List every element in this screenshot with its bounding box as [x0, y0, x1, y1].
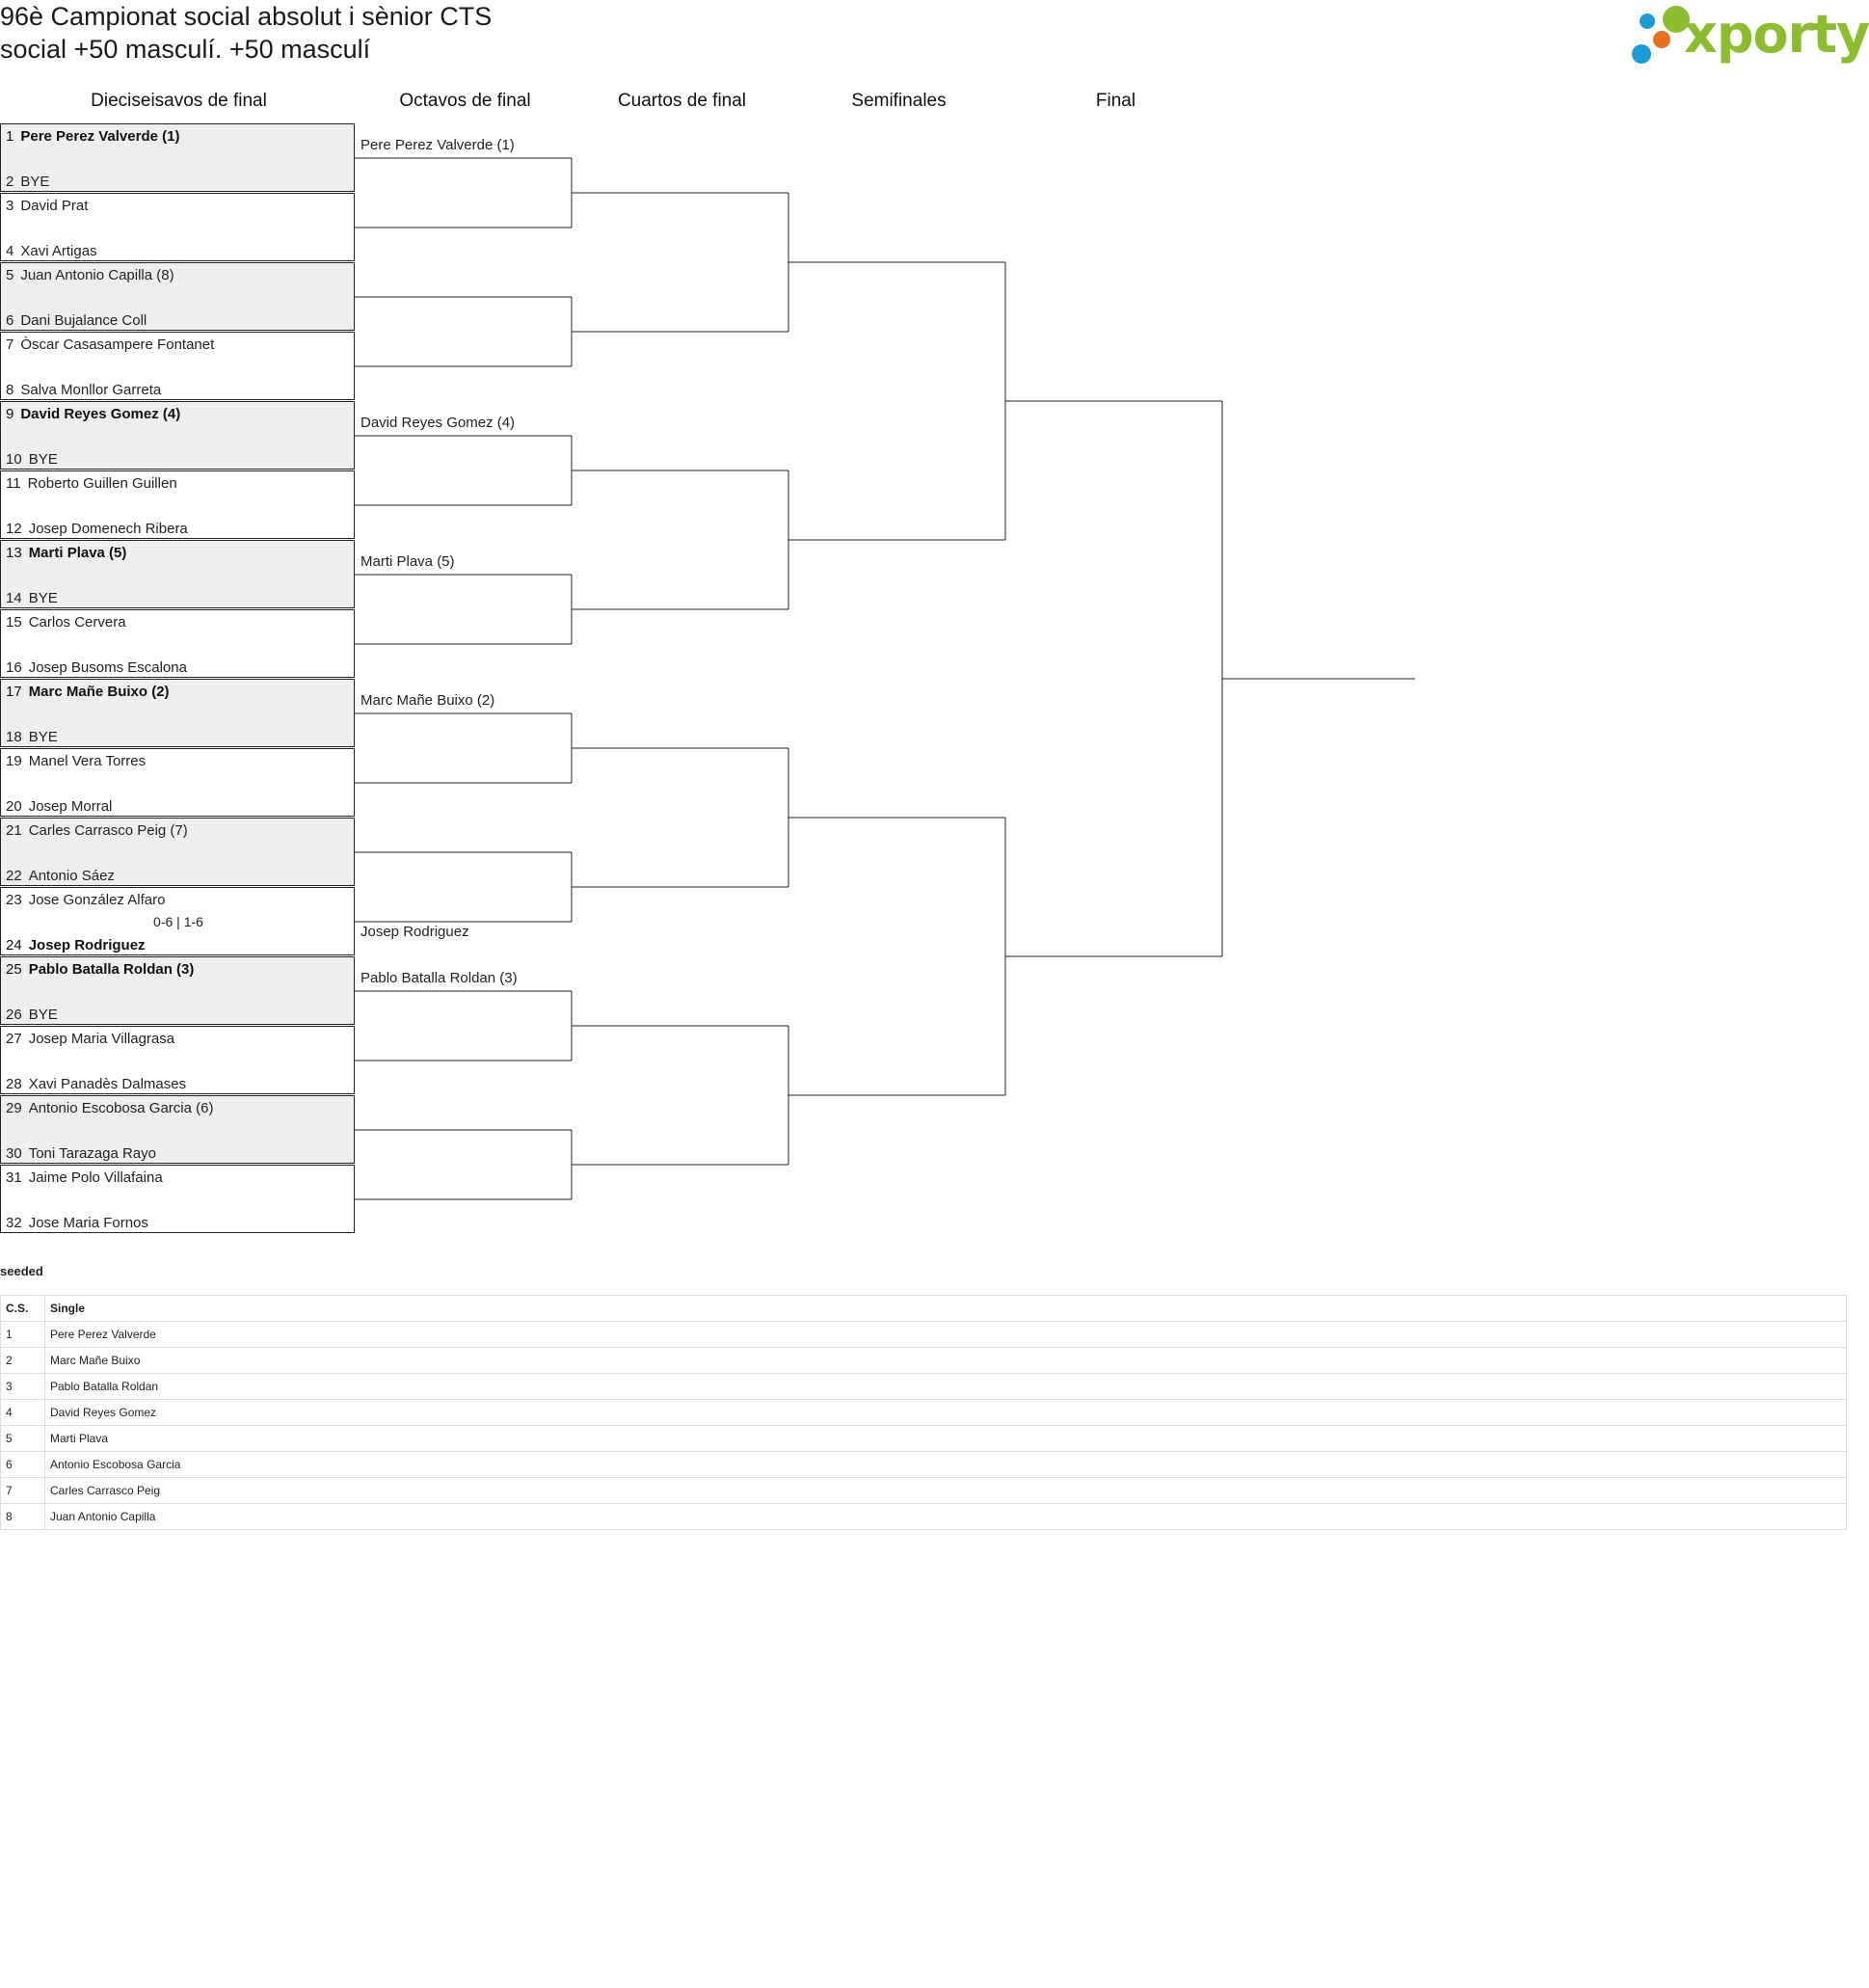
- seed-player-cell: David Reyes Gomez: [45, 1400, 1847, 1426]
- seeded-title: seeded: [0, 1264, 43, 1278]
- r2-player-name: Josep Rodriguez: [360, 924, 469, 940]
- player-name: Juan Antonio Capilla (8): [20, 267, 174, 283]
- player-name: David Prat: [20, 198, 89, 214]
- title-line-1: 96è Campionat social absolut i sènior CTS: [0, 2, 493, 31]
- draw-position: 6: [6, 312, 14, 329]
- draw-position: 21: [6, 822, 22, 839]
- player-name: BYE: [28, 729, 58, 745]
- draw-position: 1: [6, 128, 14, 145]
- r2-player-name: Pablo Batalla Roldan (3): [360, 970, 518, 986]
- draw-position: 7: [6, 336, 14, 353]
- table-row: [1, 1322, 1847, 1348]
- seeded-header-cs: C.S.: [1, 1296, 45, 1322]
- player-name: Josep Morral: [28, 798, 113, 815]
- draw-position: 29: [6, 1100, 22, 1116]
- logo-text: xporty: [1684, 4, 1869, 65]
- draw-position: 5: [6, 267, 14, 283]
- match-score: 0-6 | 1-6: [153, 914, 203, 929]
- draw-position: 25: [6, 961, 22, 978]
- player-name: Carlos Cervera: [28, 614, 126, 631]
- seed-number-cell: 2: [1, 1348, 45, 1374]
- table-row: [1, 1478, 1847, 1504]
- round-header-1: Dieciseisavos de final: [91, 91, 267, 111]
- draw-position: 4: [6, 243, 14, 259]
- draw-position: 10: [6, 451, 22, 468]
- round-header-2: Octavos de final: [399, 91, 531, 111]
- draw-position: 18: [6, 729, 22, 745]
- seed-player-cell: Carles Carrasco Peig: [45, 1478, 1847, 1504]
- draw-position: 19: [6, 753, 22, 769]
- seed-number-cell: 6: [1, 1452, 45, 1478]
- seed-player-cell: Pere Perez Valverde: [45, 1322, 1847, 1348]
- title-line-2: social +50 masculí. +50 masculí: [0, 35, 371, 64]
- r2-player-name: Marti Plava (5): [360, 553, 455, 570]
- draw-position: 24: [6, 937, 22, 954]
- player-name: Josep Busoms Escalona: [28, 659, 187, 676]
- r2-player-name: Marc Mañe Buixo (2): [360, 692, 495, 709]
- player-name: Jose Maria Fornos: [28, 1215, 148, 1231]
- draw-position: 13: [6, 545, 22, 561]
- player-name: BYE: [28, 1007, 58, 1023]
- seeded-header-single: Single: [45, 1296, 1847, 1322]
- draw-position: 8: [6, 382, 14, 398]
- seed-player-cell: Marti Plava: [45, 1426, 1847, 1452]
- player-name: Marc Mañe Buixo (2): [28, 684, 170, 700]
- seed-number-cell: 8: [1, 1504, 45, 1530]
- draw-position: 16: [6, 659, 22, 676]
- draw-position: 3: [6, 198, 14, 214]
- table-row: [1, 1504, 1847, 1530]
- table-row: [1, 1348, 1847, 1374]
- seed-number-cell: 7: [1, 1478, 45, 1504]
- draw-position: 31: [6, 1169, 22, 1186]
- table-row: [1, 1452, 1847, 1478]
- player-name: Pere Perez Valverde (1): [20, 128, 180, 145]
- draw-position: 30: [6, 1145, 22, 1162]
- player-name: Antonio Sáez: [28, 868, 115, 884]
- draw-position: 22: [6, 868, 22, 884]
- player-name: Òscar Casasampere Fontanet: [20, 336, 215, 353]
- player-name: Xavi Artigas: [20, 243, 97, 259]
- seeded-header-row: [1, 1296, 1847, 1322]
- player-name: Dani Bujalance Coll: [20, 312, 147, 329]
- r2-player-name: David Reyes Gomez (4): [360, 415, 516, 431]
- draw-position: 14: [6, 590, 22, 606]
- player-name: Manel Vera Torres: [28, 753, 147, 769]
- table-row: [1, 1426, 1847, 1452]
- player-name: Jose González Alfaro: [28, 892, 166, 908]
- draw-position: 15: [6, 614, 22, 631]
- seed-number-cell: 5: [1, 1426, 45, 1452]
- draw-position: 12: [6, 521, 22, 537]
- draw-position: 28: [6, 1076, 22, 1092]
- seed-number-cell: 1: [1, 1322, 45, 1348]
- seed-number-cell: 4: [1, 1400, 45, 1426]
- draw-position: 23: [6, 892, 22, 908]
- draw-position: 32: [6, 1215, 22, 1231]
- r2-player-name: Pere Perez Valverde (1): [360, 137, 515, 153]
- round-header-4: Semifinales: [851, 91, 947, 111]
- player-name: Josep Domenech Ribera: [28, 521, 188, 537]
- player-name: BYE: [28, 451, 58, 468]
- player-name: Antonio Escobosa Garcia (6): [28, 1100, 214, 1116]
- draw-position: 26: [6, 1007, 22, 1023]
- player-name: Josep Rodriguez: [28, 937, 146, 954]
- player-name: Marti Plava (5): [28, 545, 127, 561]
- seeded-table: [0, 1295, 1847, 1530]
- round-header-3: Cuartos de final: [617, 91, 747, 111]
- draw-position: 9: [6, 406, 14, 422]
- player-name: Toni Tarazaga Rayo: [28, 1145, 156, 1162]
- draw-position: 2: [6, 174, 14, 190]
- player-name: Roberto Guillen Guillen: [27, 475, 177, 492]
- seed-player-cell: Pablo Batalla Roldan: [45, 1374, 1847, 1400]
- table-row: [1, 1400, 1847, 1426]
- player-name: Carles Carrasco Peig (7): [28, 822, 188, 839]
- draw-position: 20: [6, 798, 22, 815]
- round-header-5: Final: [1095, 91, 1136, 111]
- player-name: BYE: [28, 590, 58, 606]
- player-name: BYE: [20, 174, 50, 190]
- draw-position: 11: [6, 475, 21, 492]
- draw-position: 17: [6, 684, 22, 700]
- seed-player-cell: Juan Antonio Capilla: [45, 1504, 1847, 1530]
- player-name: Jaime Polo Villafaina: [28, 1169, 163, 1186]
- player-name: Salva Monllor Garreta: [20, 382, 162, 398]
- seed-player-cell: Antonio Escobosa Garcia: [45, 1452, 1847, 1478]
- draw-position: 27: [6, 1031, 22, 1047]
- seed-player-cell: Marc Mañe Buixo: [45, 1348, 1847, 1374]
- player-name: Pablo Batalla Roldan (3): [28, 961, 195, 978]
- player-name: Josep Maria Villagrasa: [28, 1031, 175, 1047]
- player-name: David Reyes Gomez (4): [20, 406, 181, 422]
- player-name: Xavi Panadès Dalmases: [28, 1076, 187, 1092]
- seed-number-cell: 3: [1, 1374, 45, 1400]
- table-row: [1, 1374, 1847, 1400]
